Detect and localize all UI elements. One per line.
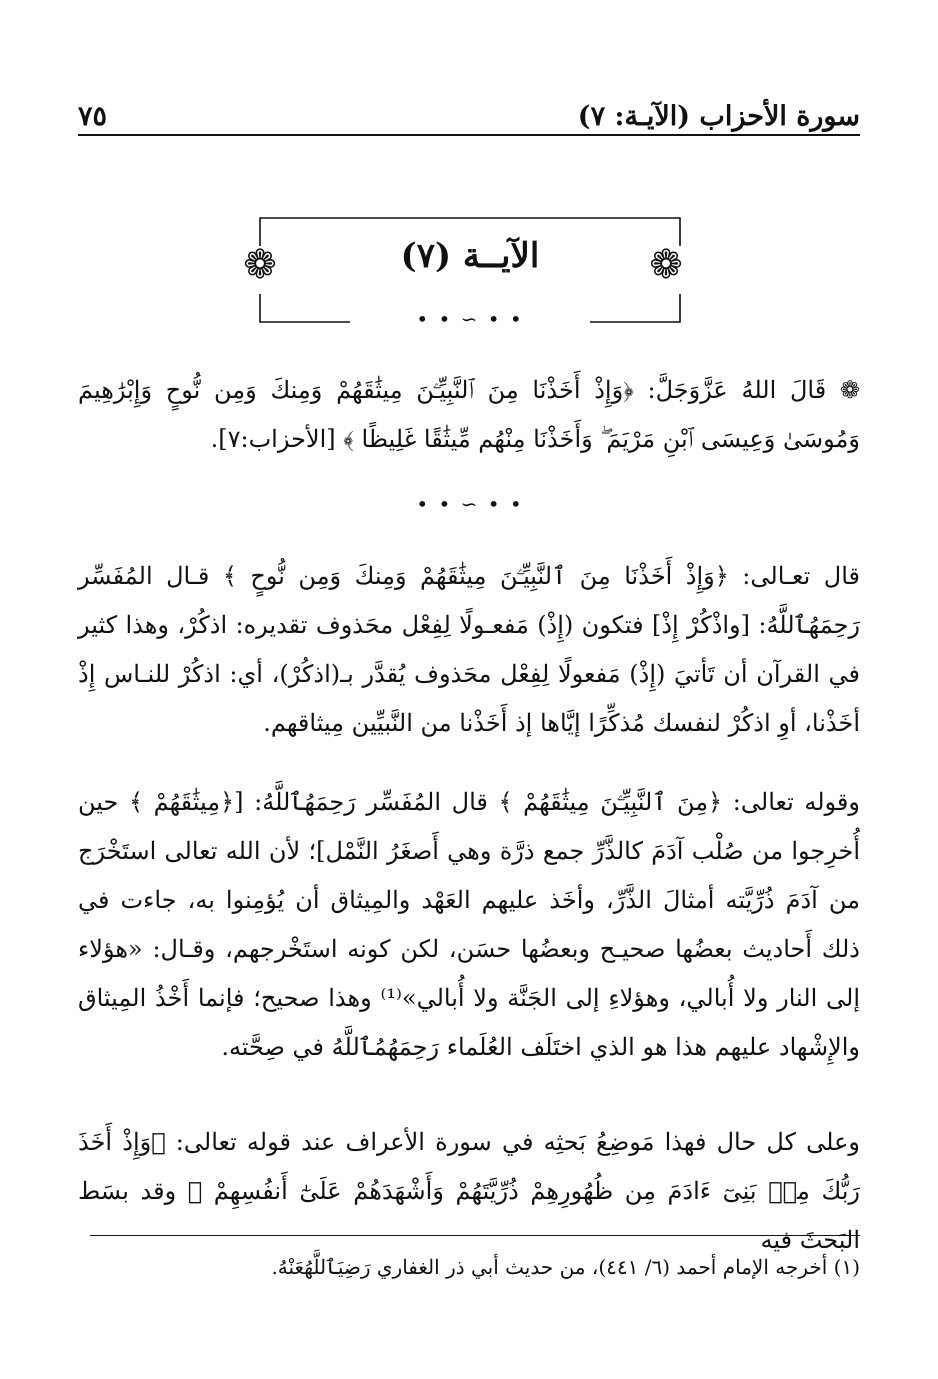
separator-ornament-icon: • • ∽ • • <box>416 307 524 331</box>
separator-ornament-icon: • • ∽ • • <box>416 492 524 516</box>
commentary-paragraph: قال تعـالى: ﴿وَإِذْ أَخَذْنَا مِنَ ٱلنَّبِيِّـۧنَ مِيثَٰقَهُمْ وَمِنكَ وَمِن نُّوحٍ ﴾ قـال المُفَسِّر رَحِمَهُٱللَّهُ: [واذْكُرْ إِذْ] فتكون (إِذْ) مَفعـولًا لِفِعْل محَذوف تقديره: اذكُرْ، وهذا كثير في القرآن أن تَأتيَ (إِذْ) مَفعولًا لِفِعْل محَذوف يُقدَّر بـ(اذكُرْ)، أي: اذكُرْ للنـاس إِذْ أخَذْنا، أوِ اذكُرْ لنفسك مُذكِّرًا إيَّاها إذ أَخَذْنا من النَّبيِّين مِيثاقهم. <box>78 562 860 737</box>
knot-ornament-right-icon: ❁ <box>649 242 683 288</box>
frame-bottom-right-line <box>590 294 680 322</box>
footnote-rule <box>90 1235 860 1236</box>
ayah-heading: الآيــة (٧) <box>400 236 540 276</box>
verse-paragraph: ❁ قَالَ اللهُ عَزَّوَجَلَّ: ﴿وَإِذْ أَخَذْنَا مِنَ ٱلنَّبِيِّـۧنَ مِيثَٰقَهُمْ وَمِنكَ وَمِن نُّوحٍ وَإِبْرَٰهِيمَ وَمُوسَىٰ وَعِيسَى ٱبْنِ مَرْيَمَ ۖ وَأَخَذْنَا مِنْهُم مِّيثَٰقًا غَلِيظًا ﴾ [الأحزاب:٧]. <box>78 376 860 453</box>
commentary-paragraph: وعلى كل حال فهذا مَوضِعُ بَحثِه في سورة الأعراف عند قوله تعالى: ﴿وَإِذْ أَخَذَ رَبُّكَ مِنۢ بَنِىٓ ءَادَمَ مِن ظُهُورِهِمْ ذُرِّيَّتَهُمْ وَأَشْهَدَهُمْ عَلَىٰٓ أَنفُسِهِمْ ﴾ وقد بسَط البَحثَ فيه <box>78 1128 860 1254</box>
commentary-paragraph: وقوله تعالى: ﴿مِنَ ٱلنَّبِيِّـۧنَ مِيثَٰقَهُمْ ﴾ قال المُفَسِّر رَحِمَهُٱللَّهُ: [﴿مِيثَٰقَهُمْ ﴾ حين أُخرِجوا من صُلْب آدَمَ كالذَّرِّ جمع ذرَّة وهي أَصغَرُ النَّمْل]؛ لأن الله تعالى استَخْرَج من آدَمَ ذُرِّيَّته أمثالَ الذَّرِّ، وأخَذ عليهم العَهْد والمِيثاق أن يُؤمِنوا به، جاءت في ذلك أَحاديث بعضُها صحيـح وبعضُها حسَن، لكن كونه استَخْرجهم، وقـال: «هؤلاء إلى النار ولا أُبالي، وهؤلاءِ إلى الجَنَّة ولا أُبالي»⁽¹⁾ وهذا صحيح؛ فإنما أَخْذُ المِيثاق والإِشْهاد عليهم هذا هو الذي اختَلَف العُلَماء رَحِمَهُمُٱللَّهُ في صِحَّته. <box>78 788 861 1061</box>
running-header <box>78 88 860 132</box>
knot-ornament-left-icon: ❁ <box>243 242 277 288</box>
footnote: (١) أخرجه الإمام أحمد (٦/ ٤٤١)، من حديث أبي ذر الغفاري رَضِيَٱللَّهُعَنْهُ. <box>271 1255 860 1279</box>
running-title: سورة الأحزاب (الآيـة: ٧) <box>577 101 860 132</box>
page-number: ٧٥ <box>78 101 108 132</box>
header-rule <box>78 134 860 136</box>
frame-bottom-left-line <box>260 294 350 322</box>
